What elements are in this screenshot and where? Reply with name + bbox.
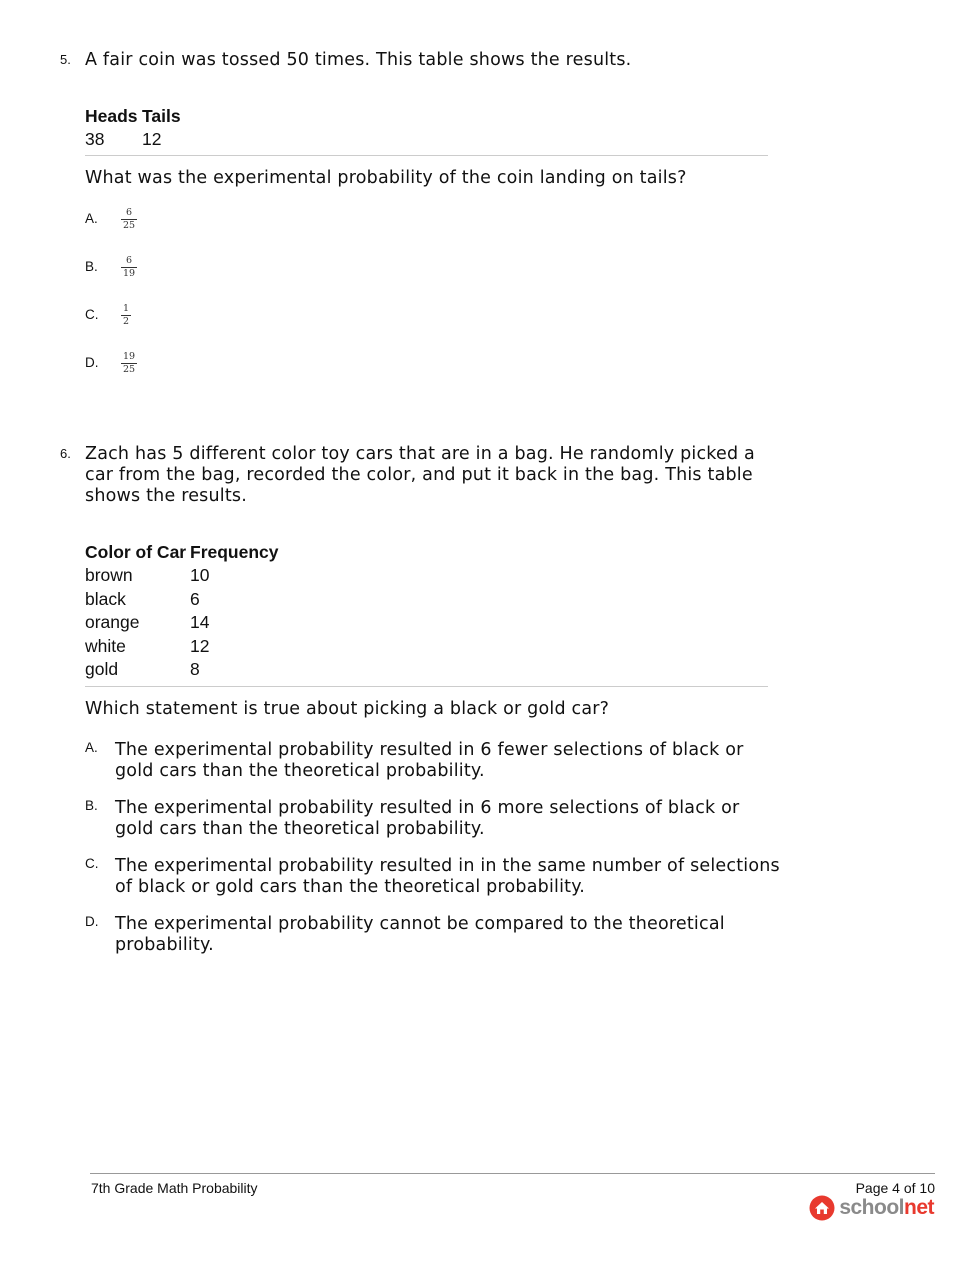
- table-cell: orange: [85, 612, 140, 633]
- table-cell: 12: [190, 635, 210, 656]
- question-prompt: Which statement is true about picking a black or gold car?: [85, 698, 610, 719]
- fraction: [121, 303, 131, 328]
- table-cell: white: [85, 635, 126, 656]
- choice-letter: A.: [85, 210, 98, 226]
- table-header-row: [85, 540, 279, 564]
- choice-text: The experimental probability resulted in in the same number of selections of black or gold cars than the theoretical probability.: [115, 855, 780, 897]
- table-row: [85, 564, 279, 588]
- results-table: [85, 104, 181, 152]
- table-header-row: [85, 104, 181, 128]
- logo-text-net: net: [904, 1196, 934, 1219]
- divider: [85, 155, 768, 156]
- question-6: [60, 444, 780, 972]
- denominator: 25: [123, 219, 136, 231]
- results-table: [85, 540, 279, 682]
- table-row: [85, 611, 279, 635]
- fraction: [121, 255, 137, 280]
- choice-text: The experimental probability cannot be compared to the theoretical probability.: [115, 913, 725, 955]
- table-cell: 38: [85, 129, 105, 150]
- choice-letter: D.: [85, 354, 99, 370]
- table-cell: 8: [190, 659, 200, 680]
- choice-a[interactable]: [85, 740, 780, 798]
- denominator: 25: [123, 363, 136, 375]
- choice-text: The experimental probability resulted in 6 more selections of black or gold cars than the theoretical probability.: [115, 797, 740, 839]
- table-row: [85, 128, 181, 152]
- question-text: A fair coin was tossed 50 times. This table shows the results.: [85, 50, 632, 70]
- denominator: 2: [123, 315, 130, 327]
- table-header: Color of Car: [85, 541, 187, 562]
- numerator: 19: [123, 350, 136, 362]
- table-cell: 6: [190, 588, 200, 609]
- page-number: Page 4 of 10: [855, 1180, 935, 1196]
- logo-wordmark: [839, 1196, 934, 1220]
- logo-text-school: school: [839, 1196, 904, 1219]
- question-number: 6.: [60, 446, 71, 461]
- choice-d[interactable]: [85, 914, 780, 972]
- choice-letter: C.: [85, 855, 99, 871]
- choice-b[interactable]: [85, 254, 780, 307]
- question-5: [60, 50, 780, 403]
- table-cell: gold: [85, 659, 119, 680]
- choice-c[interactable]: [85, 302, 780, 355]
- choice-d[interactable]: [85, 350, 780, 403]
- table-row: [85, 635, 279, 659]
- choice-letter: D.: [85, 913, 99, 929]
- schoolnet-logo: [809, 1195, 934, 1221]
- question-prompt: What was the experimental probability of the coin landing on tails?: [85, 167, 687, 188]
- table-row: [85, 658, 279, 682]
- numerator: 6: [126, 254, 133, 266]
- numerator: 1: [123, 302, 130, 314]
- choice-letter: B.: [85, 797, 98, 813]
- choice-text: The experimental probability resulted in 6 fewer selections of black or gold cars than the theoretical probability.: [115, 739, 744, 781]
- divider: [85, 686, 768, 687]
- table-header: Tails: [142, 105, 181, 126]
- numerator: 6: [126, 206, 133, 218]
- choice-a[interactable]: [85, 206, 780, 259]
- house-icon: [809, 1195, 835, 1221]
- footer-divider: [90, 1173, 935, 1174]
- table-cell: 14: [190, 612, 210, 633]
- question-number: 5.: [60, 52, 71, 67]
- choice-b[interactable]: [85, 798, 780, 856]
- table-header: Heads: [85, 105, 138, 126]
- table-cell: black: [85, 588, 126, 609]
- choice-letter: A.: [85, 739, 98, 755]
- table-header: Frequency: [190, 541, 279, 562]
- footer-title: 7th Grade Math Probability: [91, 1180, 258, 1196]
- choice-c[interactable]: [85, 856, 780, 914]
- denominator: 19: [123, 267, 136, 279]
- choice-letter: C.: [85, 306, 99, 322]
- fraction: [121, 351, 137, 376]
- table-cell: 12: [142, 129, 162, 150]
- table-cell: brown: [85, 565, 133, 586]
- table-row: [85, 588, 279, 612]
- table-cell: 10: [190, 565, 210, 586]
- fraction: [121, 207, 137, 232]
- question-text: Zach has 5 different color toy cars that are in a bag. He randomly picked a car from the bag, recorded the color, and put it back in the bag. This table shows the results.: [85, 444, 755, 506]
- choice-letter: B.: [85, 258, 98, 274]
